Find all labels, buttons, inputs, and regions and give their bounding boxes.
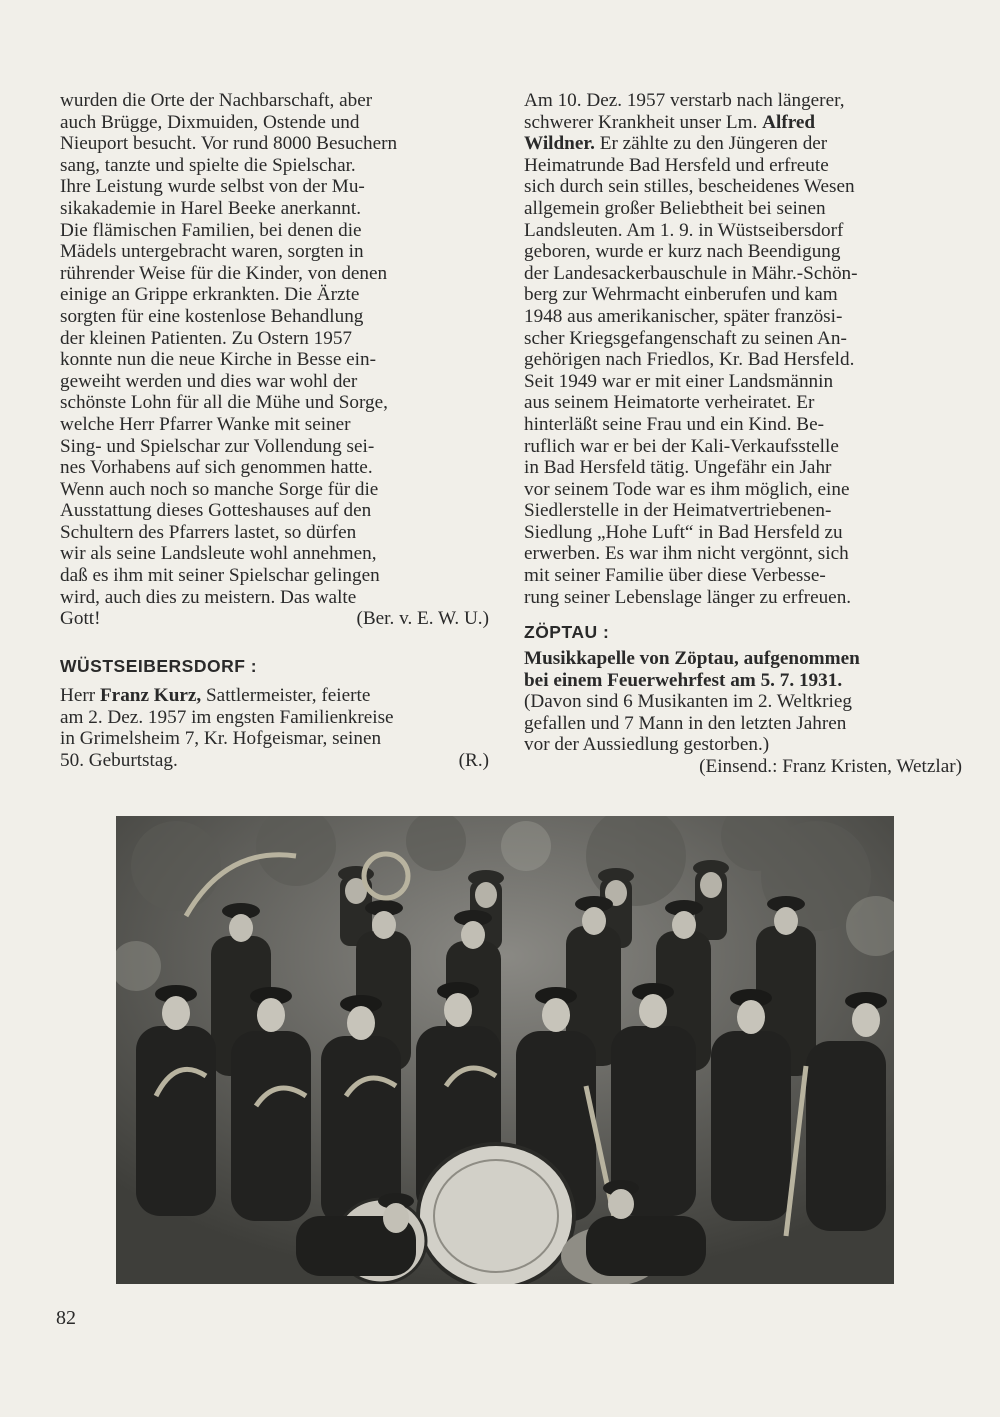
text-line: am 2. Dez. 1957 im engsten Familienkreise: [60, 706, 394, 728]
person-name: Wildner.: [524, 133, 595, 155]
text-line: Siedlerstelle in der Heimatvertriebenen-: [524, 500, 832, 522]
text-line: (Davon sind 6 Musikanten im 2. Weltkrieg: [524, 691, 852, 713]
text-span: Er zählte zu den Jüngeren der: [599, 133, 828, 155]
caption-bold-line: Musikkapelle von Zöptau, aufgenommen: [524, 648, 860, 669]
text-line: ruflich war er bei der Kali-Verkaufsstelle: [524, 435, 839, 457]
text-line: sorgten für eine kostenlose Behandlung: [60, 305, 364, 327]
text-line: sikakademie in Harel Beeke anerkannt.: [60, 197, 362, 219]
text-line: rührender Weise für die Kinder, von denen: [60, 262, 388, 284]
text-line: in Grimelsheim 7, Kr. Hofgeismar, seinen: [60, 728, 382, 750]
notice-signature: (R.): [458, 749, 489, 771]
text-line: nes Vorhabens auf sich genommen hatte.: [60, 457, 373, 479]
text-line: 1948 aus amerikanischer, später französi-: [524, 305, 843, 327]
text-line: gehörigen nach Friedlos, Kr. Bad Hersfeld.: [524, 349, 855, 371]
text-line: wird, auch dies zu meistern. Das walte: [60, 586, 357, 608]
text-line: [524, 133, 962, 155]
text-line: vor seinem Tode war es ihm möglich, eine: [524, 478, 850, 500]
text-line: Wenn auch noch so manche Sorge für die: [60, 478, 379, 500]
text-line: Landsleuten. Am 1. 9. in Wüstseibersdorf: [524, 219, 844, 241]
photo-caption: [524, 648, 962, 778]
text-line: Mädels untergebracht waren, sorgten in: [60, 241, 364, 263]
text-line: berg zur Wehrmacht einberufen und kam: [524, 284, 838, 306]
article-signature: (Ber. v. E. W. U.): [356, 608, 489, 630]
text-line: Schultern des Pfarrers lastet, so dürfen: [60, 521, 357, 543]
text-line: [524, 112, 962, 134]
birthday-notice: [60, 685, 495, 771]
text-line: scher Kriegsgefangenschaft zu seinen An-: [524, 327, 847, 349]
text-line: vor der Aussiedlung gestorben.): [524, 734, 770, 756]
text-line: sang, tanzte und spielte die Spielschar.: [60, 154, 356, 176]
text-line: rung seiner Lebenslage länger zu erfreuen.: [524, 586, 852, 608]
left-column-article: [60, 90, 495, 630]
text-line: sich durch sein stilles, bescheidenes Wesen: [524, 176, 855, 198]
text-line: erwerben. Es war ihm nicht vergönnt, sich: [524, 543, 849, 565]
text-span: 50. Geburtstag.: [60, 749, 178, 771]
text-line: schönste Lohn für all die Mühe und Sorge,: [60, 392, 388, 414]
text-line: einige an Grippe erkrankten. Die Ärzte: [60, 284, 360, 306]
text-line: [60, 750, 495, 772]
person-name: Alfred: [762, 111, 816, 133]
text-line: Ihre Leistung wurde selbst von der Mu-: [60, 176, 365, 198]
text-line: Siedlung „Hohe Luft“ in Bad Hersfeld zu: [524, 521, 843, 543]
caption-bold-line: bei einem Feuerwehrfest am 5. 7. 1931.: [524, 669, 843, 691]
right-column-obituary: [524, 90, 962, 608]
person-name: Franz Kurz,: [99, 685, 202, 706]
text-line: gefallen und 7 Mann in den letzten Jahren: [524, 712, 847, 734]
text-line: Heimatrunde Bad Hersfeld und erfreute: [524, 154, 829, 176]
text-line: allgemein großer Beliebtheit bei seinen: [524, 197, 826, 219]
text-line: Ausstattung dieses Gotteshauses auf den: [60, 500, 372, 522]
band-photo: [116, 816, 894, 1284]
text-line: Sing- und Spielschar zur Vollendung sei-: [60, 435, 375, 457]
text-line: der kleinen Patienten. Zu Ostern 1957: [60, 327, 353, 349]
text-line: geweiht werden und dies war wohl der: [60, 370, 358, 392]
text-line: mit seiner Familie über diese Verbesse-: [524, 565, 826, 587]
text-line: Am 10. Dez. 1957 verstarb nach längerer,: [524, 90, 845, 111]
closing-line: [60, 608, 495, 630]
text-span: Sattlermeister, feierte: [206, 685, 371, 706]
photo-credit: (Einsend.: Franz Kristen, Wetzlar): [699, 755, 962, 777]
text-span: schwerer Krankheit unser Lm.: [524, 111, 758, 133]
page-number: 82: [56, 1307, 76, 1329]
closing-word: Gott!: [60, 608, 101, 630]
section-heading-zoeptau: ZÖPTAU :: [524, 622, 610, 642]
text-line: wurden die Orte der Nachbarschaft, aber: [60, 90, 373, 111]
text-line: in Bad Hersfeld tätig. Ungefähr ein Jahr: [524, 457, 832, 479]
text-line: aus seinem Heimatorte verheiratet. Er: [524, 392, 815, 414]
band-photo-illustration: [116, 816, 894, 1284]
text-line: daß es ihm mit seiner Spielschar gelingen: [60, 565, 380, 587]
text-line: auch Brügge, Dixmuiden, Ostende und: [60, 111, 360, 133]
prefix: Herr: [60, 685, 96, 706]
text-line: der Landesackerbauschule in Mähr.-Schön-: [524, 262, 858, 284]
text-line: hinterläßt seine Frau und ein Kind. Be-: [524, 413, 825, 435]
text-line: geboren, wurde er kurz nach Beendigung: [524, 241, 841, 263]
text-line: Seit 1949 war er mit einer Landsmännin: [524, 370, 834, 392]
text-line: konnte nun die neue Kirche in Besse ein-: [60, 349, 376, 371]
text-line: Die flämischen Familien, bei denen die: [60, 219, 362, 241]
section-heading-wuestseibersdorf: WÜSTSEIBERSDORF :: [60, 656, 258, 676]
text-line: [60, 685, 495, 707]
text-line: welche Herr Pfarrer Wanke mit seiner: [60, 413, 351, 435]
text-line: Nieuport besucht. Vor rund 8000 Besuchern: [60, 133, 398, 155]
text-line: wir als seine Landsleute wohl annehmen,: [60, 543, 377, 565]
